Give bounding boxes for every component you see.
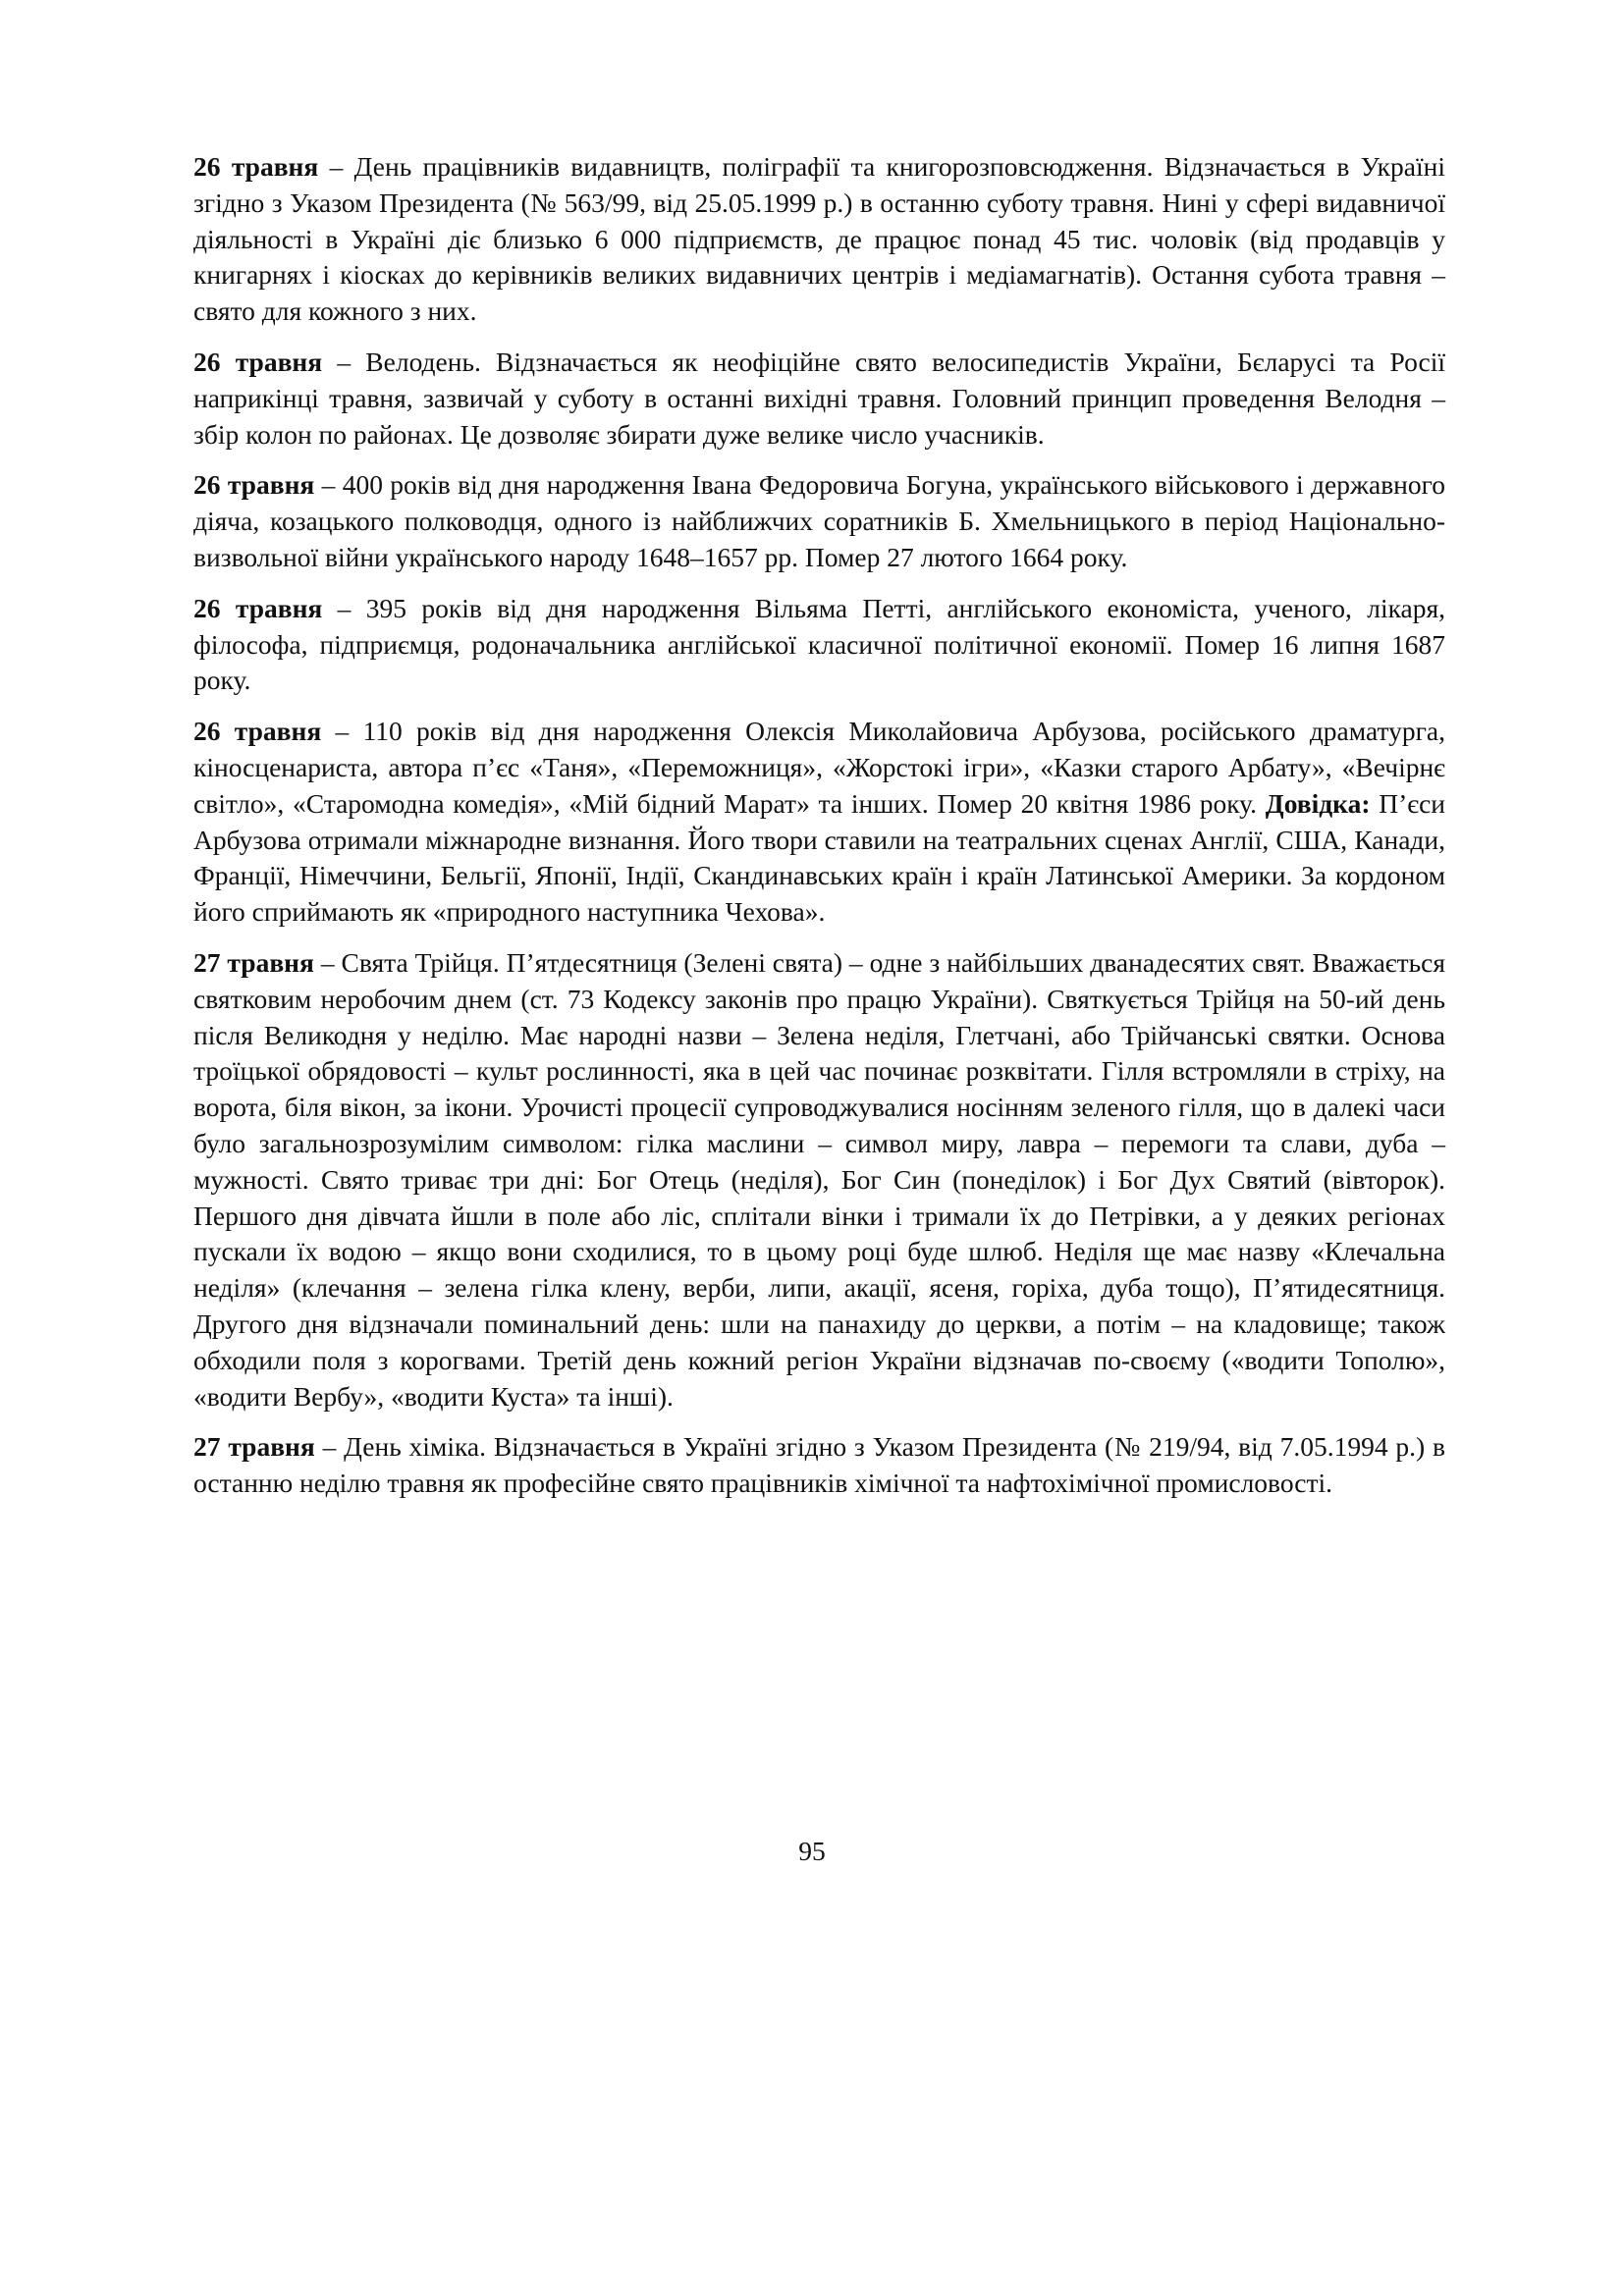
entry-text: День працівників видавництв, поліграфії та книгорозповсюдження. Відзначається в Україні згідно з Указом Президента (№ 563/99, від 25.05.1999 р.) в останню суботу травня. Нині у сфері видавничої діяльності в Україні діє близько 6 000 підприємств, де працює понад 45 тис. чоловік (від продавців у книгарнях і кіосках до керівників великих видавничих центрів і медіамагнатів). Остання субота травня – свято для кожного з них.: [193, 151, 1445, 327]
entry-text: 110 років від дня народження Олексія Миколайовича Арбузова, російського драматурга, кіносценариста, автора п’єс «Таня», «Переможниця», «Жорстокі ігри», «Казки старого Арбату», «Вечірнє світло», «Старомодна комедія», «Мій бідний Марат» та інших. Помер 20 квітня 1986 року.: [193, 716, 1445, 819]
entry-text: 395 років від дня народження Вільяма Петті, англійського економіста, ученого, лікаря, філософа, підприємця, родоначальника англійської класичної політичної економії. Помер 16 липня 1687 року.: [193, 592, 1446, 696]
entry-date: 26 травня: [193, 716, 322, 747]
calendar-entry: [193, 591, 1445, 699]
entry-date: 26 травня: [193, 346, 323, 377]
calendar-entry: [193, 714, 1445, 931]
calendar-entry: [193, 345, 1445, 453]
entry-text: Велодень. Відзначається як неофіційне свято велосипедистів України, Бєларусі та Росії наприкінці травня, зазвичай у суботу в останні вихідні травня. Головний принцип проведення Велодня – збір колон по районах. Це дозволяє збирати дуже велике число учасників.: [193, 346, 1445, 450]
entry-dash: –: [314, 1431, 345, 1463]
note-text: П’єси Арбузова отримали міжнародне визнання. Його твори ставили на театральних сценах Англії, США, Канади, Франції, Німеччини, Бельгії, Японії, Індії, Скандинавських країн і країн Латинської Америки. За кордоном його сприймають як «природного наступника Чехова».: [193, 787, 1445, 928]
entry-dash: –: [318, 151, 354, 182]
entry-dash: –: [321, 716, 363, 747]
note-label: Довідка:: [1265, 787, 1371, 819]
entry-text: Свята Трійця. П’ятдесятниця (Зелені свята) – одне з найбільших дванадесятих свят. Вважається святковим неробочим днем (ст. 73 Кодексу законів про працю України). Святкується Трійця на 50-ий день після Великодня у неділю. Має народні назви – Зелена неділя, Глетчані, або Трійчанські святки. Основа троїцької обрядовості – культ рослинності, яка в цей час починає розквітати. Гілля встромляли в стріху, на ворота, біля вікон, за ікони. Урочисті процесії супроводжувалися носінням зеленого гілля, що в далекі часи було загальнозрозумілим символом: гілка маслини – символ миру, лавра – перемоги та слави, дуба – мужності. Свято триває три дні: Бог Отець (неділя), Бог Син (понеділок) і Бог Дух Святий (вівторок). Першого дня дівчата йшли в поле або ліс, сплітали вінки і тримали їх до Петрівки, а у деяких регіонах пускали їх водою – якщо вони сходилися, то в цьому році буде шлюб. Неділя ще має назву «Клечальна неділя» (клечання – зелена гілка клену, верби, липи, акації, ясеня, горіха, дуба тощо), П’ятидесятниця. Другого дня відзначали поминальний день: шли на панахиду до церкви, а потім – на кладовище; також обходили поля з корогвами. Третій день кожний регіон України відзначав по-своєму («водити Тополю», «водити Вербу», «водити Куста» та інші).: [193, 946, 1445, 1412]
page-number: 95: [798, 1836, 826, 1866]
entry-date: 27 травня: [193, 946, 314, 978]
calendar-entry: [193, 149, 1445, 330]
entry-text: 400 років від дня народження Івана Федоровича Богуна, українського військового і державного діяча, козацького полководця, одного із найближчих соратників Б. Хмельницького в період Національно-визвольної війни українського народу 1648–1657 рр. Помер 27 лютого 1664 року.: [193, 469, 1445, 572]
calendar-entry: [193, 1429, 1445, 1502]
entry-date: 26 травня: [193, 469, 315, 501]
entry-dash: –: [313, 946, 342, 978]
entry-date: 27 травня: [193, 1431, 315, 1463]
entry-text: День хіміка. Відзначається в Україні згідно з Указом Президента (№ 219/94, від 7.05.1994 р.) в останню неділю травня як професійне свято працівників хімічної та нафтохімічної промисловості.: [193, 1431, 1445, 1499]
calendar-entry: [193, 945, 1445, 1415]
entry-dash: –: [314, 469, 343, 501]
calendar-entry: [193, 467, 1445, 575]
entry-date: 26 травня: [193, 592, 323, 623]
document-page: [193, 149, 1445, 1517]
entry-dash: –: [322, 592, 366, 623]
entry-date: 26 травня: [193, 151, 319, 182]
entry-dash: –: [322, 346, 366, 377]
